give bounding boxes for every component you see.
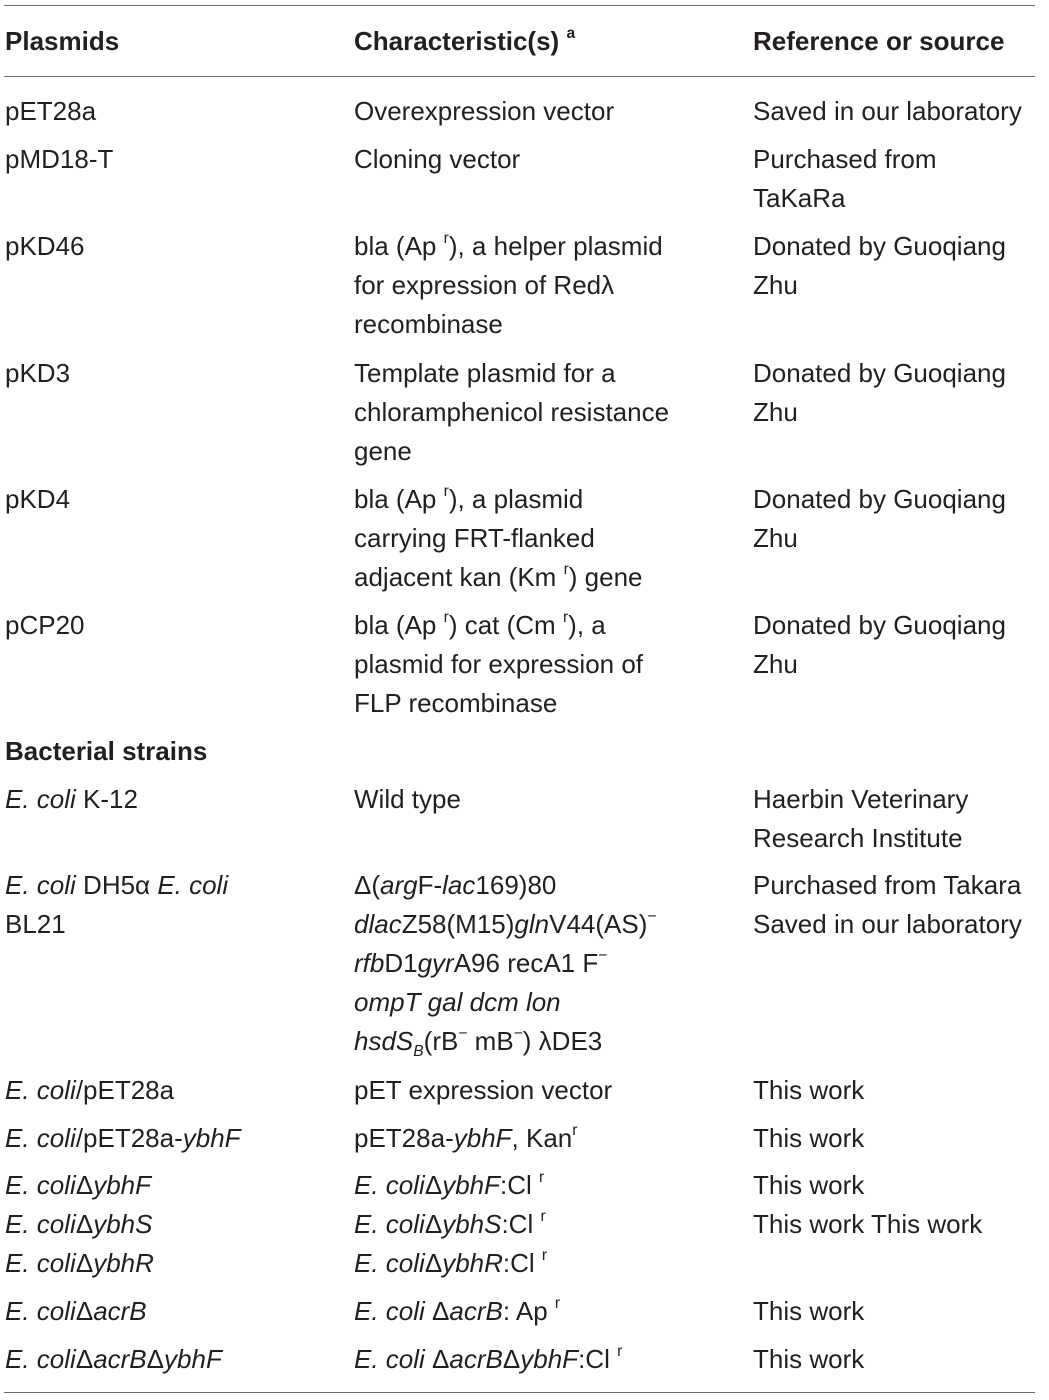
row-ybh-mutants-name: E. coliΔybhF E. coliΔybhS E. coliΔybhR bbox=[5, 1170, 154, 1278]
header-reference: Reference or source bbox=[753, 26, 1005, 56]
row-dh5a-bl21-name: E. coli DH5α E. coli BL21 bbox=[5, 870, 229, 939]
row-ecoli-pet28a-source: This work bbox=[753, 1075, 865, 1105]
row-pcp20-source: Donated by Guoqiang Zhu bbox=[753, 610, 1006, 679]
row-pkd4-name: pKD4 bbox=[5, 484, 71, 514]
row-pet28a-characteristic: Overexpression vector bbox=[354, 96, 615, 126]
row-ybh-mutants-characteristic: E. coliΔybhF:Cl $^r$ E. coliΔybhS:Cl $^r$ E. coliΔybhR:Cl $^r$ bbox=[354, 1169, 548, 1278]
row-pcp20-name: pCP20 bbox=[5, 610, 85, 640]
row-pet28a-source: Saved in our laboratory bbox=[753, 96, 1022, 126]
row-ybh-mutants-source: This work This work This work bbox=[753, 1170, 983, 1239]
row-dh5a-bl21-characteristic: Δ(argF-lac169)80 dlacZ58(M15)glnV44(AS)− rfbD1gyrA96 recA1 F− ompT gal dcm lon hsdS$_B$(rB− mB−) λDE3 bbox=[354, 870, 657, 1061]
row-k12-name: E. coli K-12 bbox=[5, 784, 138, 814]
row-ecoli-pet28a-name: E. coli/pET28a bbox=[5, 1075, 175, 1105]
header-plasmids: Plasmids bbox=[5, 26, 120, 56]
row-pcp20-characteristic: bla (Ap $^r$) cat (Cm $^r$), a plasmid for expression of FLP recombinase bbox=[354, 609, 644, 718]
header-characteristics: Characteristic(s) $^a$ bbox=[354, 25, 576, 56]
table-top-rule bbox=[4, 5, 1035, 6]
table-header-rule bbox=[4, 76, 1035, 77]
row-k12-characteristic: Wild type bbox=[354, 784, 461, 814]
row-pet28a-name: pET28a bbox=[5, 96, 97, 126]
row-pkd3-characteristic: Template plasmid for a chloramphenicol resistance gene bbox=[354, 358, 670, 466]
row-pmd18t-characteristic: Cloning vector bbox=[354, 144, 521, 174]
row-ecoli-pet28a-characteristic: pET expression vector bbox=[354, 1075, 613, 1105]
row-pkd3-name: pKD3 bbox=[5, 358, 71, 388]
row-pkd4-source: Donated by Guoqiang Zhu bbox=[753, 484, 1006, 553]
subheader-bacterial-strains: Bacterial strains bbox=[5, 736, 208, 766]
row-acrb-ybhf-name: E. coliΔacrBΔybhF bbox=[5, 1344, 222, 1374]
row-acrb-name: E. coliΔacrB bbox=[5, 1296, 147, 1326]
row-pmd18t-name: pMD18-T bbox=[5, 144, 114, 174]
row-acrb-source: This work bbox=[753, 1296, 865, 1326]
row-pkd4-characteristic: bla (Ap $^r$), a plasmid carrying FRT-flanked adjacent kan (Km $^r$) gene bbox=[354, 483, 643, 592]
row-dh5a-bl21-source: Purchased from Takara Saved in our laboratory bbox=[753, 870, 1022, 939]
row-pkd46-source: Donated by Guoqiang Zhu bbox=[753, 231, 1006, 300]
row-k12-source: Haerbin Veterinary Research Institute bbox=[753, 784, 969, 853]
table-bottom-rule bbox=[4, 1392, 1035, 1393]
row-pkd3-source: Donated by Guoqiang Zhu bbox=[753, 358, 1006, 427]
row-pkd46-name: pKD46 bbox=[5, 231, 85, 261]
row-acrb-characteristic: E. coli ΔacrB: Ap $^r$ bbox=[354, 1295, 561, 1326]
row-acrb-ybhf-source: This work bbox=[753, 1344, 865, 1374]
row-acrb-ybhf-characteristic: E. coli ΔacrBΔybhF:Cl $^r$ bbox=[354, 1343, 623, 1374]
row-ecoli-pet28a-ybhf-source: This work bbox=[753, 1123, 865, 1153]
row-pkd46-characteristic: bla (Ap $^r$), a helper plasmid for expression of Redλ recombinase bbox=[354, 230, 663, 339]
row-pmd18t-source: Purchased from TaKaRa bbox=[753, 144, 937, 213]
row-ecoli-pet28a-ybhf-name: E. coli/pET28a-ybhF bbox=[5, 1123, 241, 1153]
row-ecoli-pet28a-ybhf-characteristic: pET28a-ybhF, Kan$^r$ bbox=[354, 1122, 578, 1153]
